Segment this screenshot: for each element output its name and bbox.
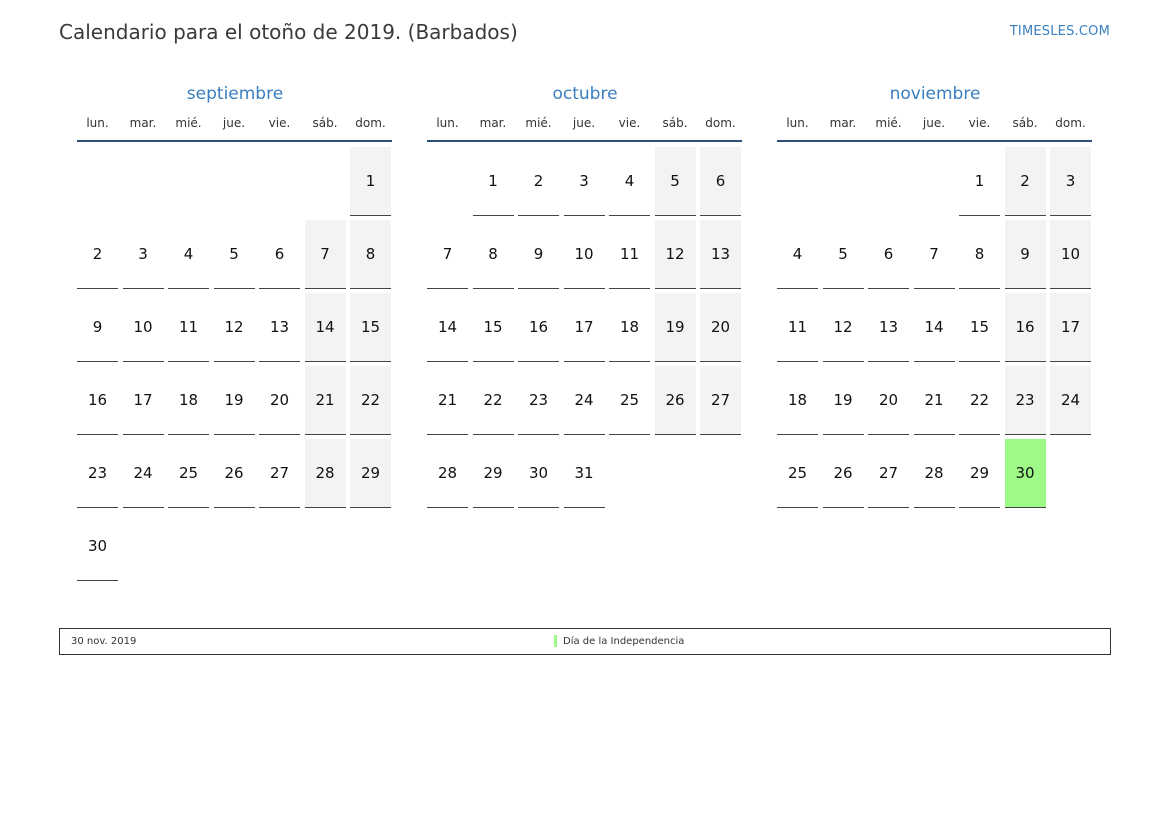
empty-cell bbox=[823, 147, 864, 216]
day-cell[interactable]: 7 bbox=[305, 220, 346, 289]
day-cell[interactable]: 19 bbox=[655, 293, 696, 362]
day-cell[interactable]: 15 bbox=[350, 293, 391, 362]
weekday-label: vie. bbox=[618, 116, 641, 130]
empty-cell bbox=[259, 512, 300, 581]
day-cell[interactable]: 8 bbox=[959, 220, 1000, 289]
month-title: septiembre bbox=[186, 84, 284, 104]
empty-cell bbox=[214, 147, 255, 216]
weekday-label: lun. bbox=[86, 116, 109, 130]
day-cell[interactable]: 23 bbox=[518, 366, 559, 435]
day-cell[interactable]: 29 bbox=[350, 439, 391, 508]
day-cell[interactable]: 5 bbox=[214, 220, 255, 289]
weekday-label: dom. bbox=[355, 116, 386, 130]
day-cell[interactable]: 14 bbox=[427, 293, 468, 362]
weekday-label: lun. bbox=[436, 116, 459, 130]
weekday-label: vie. bbox=[968, 116, 991, 130]
weekday-label: mar. bbox=[829, 116, 857, 130]
month-title: octubre bbox=[552, 84, 618, 104]
weekday-label: lun. bbox=[786, 116, 809, 130]
empty-cell bbox=[168, 512, 209, 581]
day-cell[interactable]: 11 bbox=[609, 220, 650, 289]
day-cell[interactable]: 3 bbox=[564, 147, 605, 216]
site-link[interactable]: TIMESLES.COM bbox=[1009, 24, 1110, 39]
day-cell[interactable]: 28 bbox=[427, 439, 468, 508]
day-cell[interactable]: 27 bbox=[868, 439, 909, 508]
day-cell[interactable]: 2 bbox=[1005, 147, 1046, 216]
day-cell[interactable]: 18 bbox=[168, 366, 209, 435]
day-cell[interactable]: 21 bbox=[305, 366, 346, 435]
day-cell[interactable]: 9 bbox=[518, 220, 559, 289]
legend-holiday-name: Día de la Independencia bbox=[563, 636, 685, 647]
empty-cell bbox=[427, 147, 468, 216]
day-cell[interactable]: 29 bbox=[473, 439, 514, 508]
empty-cell bbox=[609, 439, 650, 508]
day-cell[interactable]: 21 bbox=[914, 366, 955, 435]
empty-cell bbox=[123, 512, 164, 581]
empty-cell bbox=[259, 147, 300, 216]
holiday-day-cell[interactable]: 30 bbox=[1005, 439, 1046, 508]
day-cell[interactable]: 6 bbox=[868, 220, 909, 289]
empty-cell bbox=[914, 147, 955, 216]
day-cell[interactable]: 29 bbox=[959, 439, 1000, 508]
day-cell[interactable]: 13 bbox=[700, 220, 741, 289]
day-cell[interactable]: 4 bbox=[777, 220, 818, 289]
day-cell[interactable]: 18 bbox=[777, 366, 818, 435]
day-cell[interactable]: 9 bbox=[1005, 220, 1046, 289]
weekday-label: mar. bbox=[479, 116, 507, 130]
day-cell[interactable]: 4 bbox=[168, 220, 209, 289]
empty-cell bbox=[700, 439, 741, 508]
day-cell[interactable]: 16 bbox=[1005, 293, 1046, 362]
month-september bbox=[77, 82, 393, 581]
weekday-label: sáb. bbox=[312, 116, 338, 130]
day-cell[interactable]: 1 bbox=[350, 147, 391, 216]
day-cell[interactable]: 5 bbox=[823, 220, 864, 289]
day-cell[interactable]: 21 bbox=[427, 366, 468, 435]
day-cell[interactable]: 18 bbox=[609, 293, 650, 362]
weekday-label: dom. bbox=[705, 116, 736, 130]
weekday-label: mié. bbox=[875, 116, 902, 130]
day-cell[interactable]: 8 bbox=[350, 220, 391, 289]
month-october bbox=[427, 82, 743, 508]
weekday-label: jue. bbox=[922, 116, 946, 130]
legend-date: 30 nov. 2019 bbox=[71, 636, 137, 647]
weekday-header bbox=[427, 106, 742, 142]
day-cell[interactable]: 25 bbox=[777, 439, 818, 508]
day-cell[interactable]: 12 bbox=[655, 220, 696, 289]
day-cell[interactable]: 20 bbox=[700, 293, 741, 362]
weekday-label: jue. bbox=[572, 116, 596, 130]
empty-cell bbox=[123, 147, 164, 216]
day-cell[interactable]: 12 bbox=[214, 293, 255, 362]
weekday-header bbox=[77, 106, 392, 142]
day-cell[interactable]: 7 bbox=[427, 220, 468, 289]
month-title: noviembre bbox=[889, 84, 981, 104]
day-cell[interactable]: 4 bbox=[609, 147, 650, 216]
weekday-label: vie. bbox=[268, 116, 291, 130]
day-cell[interactable]: 22 bbox=[473, 366, 514, 435]
empty-cell bbox=[777, 147, 818, 216]
day-cell[interactable]: 2 bbox=[518, 147, 559, 216]
day-cell[interactable]: 30 bbox=[518, 439, 559, 508]
day-grid bbox=[777, 147, 1093, 508]
day-cell[interactable]: 17 bbox=[564, 293, 605, 362]
day-cell[interactable]: 8 bbox=[473, 220, 514, 289]
page-title: Calendario para el otoño de 2019. (Barbados) bbox=[59, 20, 518, 44]
day-cell[interactable]: 19 bbox=[823, 366, 864, 435]
empty-cell bbox=[305, 147, 346, 216]
day-cell[interactable]: 5 bbox=[655, 147, 696, 216]
day-cell[interactable]: 6 bbox=[700, 147, 741, 216]
day-cell[interactable]: 3 bbox=[123, 220, 164, 289]
empty-cell bbox=[868, 147, 909, 216]
day-cell[interactable]: 25 bbox=[609, 366, 650, 435]
day-cell[interactable]: 26 bbox=[655, 366, 696, 435]
day-cell[interactable]: 16 bbox=[77, 366, 118, 435]
day-cell[interactable]: 10 bbox=[1050, 220, 1091, 289]
day-cell[interactable]: 25 bbox=[168, 439, 209, 508]
day-cell[interactable]: 24 bbox=[564, 366, 605, 435]
day-cell[interactable]: 13 bbox=[868, 293, 909, 362]
day-cell[interactable]: 12 bbox=[823, 293, 864, 362]
month-november bbox=[777, 82, 1093, 508]
weekday-label: sáb. bbox=[662, 116, 688, 130]
day-cell[interactable]: 10 bbox=[123, 293, 164, 362]
day-grid bbox=[77, 147, 393, 581]
day-cell[interactable]: 19 bbox=[214, 366, 255, 435]
day-cell[interactable]: 17 bbox=[1050, 293, 1091, 362]
day-cell[interactable]: 31 bbox=[564, 439, 605, 508]
empty-cell bbox=[655, 439, 696, 508]
day-cell[interactable]: 1 bbox=[959, 147, 1000, 216]
day-cell[interactable]: 24 bbox=[123, 439, 164, 508]
weekday-label: mié. bbox=[175, 116, 202, 130]
day-grid bbox=[427, 147, 743, 508]
day-cell[interactable]: 22 bbox=[350, 366, 391, 435]
day-cell[interactable]: 14 bbox=[914, 293, 955, 362]
day-cell[interactable]: 23 bbox=[77, 439, 118, 508]
weekday-label: mié. bbox=[525, 116, 552, 130]
holiday-legend bbox=[59, 628, 1111, 655]
day-cell[interactable]: 14 bbox=[305, 293, 346, 362]
day-cell[interactable]: 26 bbox=[823, 439, 864, 508]
day-cell[interactable]: 27 bbox=[700, 366, 741, 435]
empty-cell bbox=[77, 147, 118, 216]
holiday-color-swatch bbox=[554, 635, 557, 647]
empty-cell bbox=[214, 512, 255, 581]
day-cell[interactable]: 24 bbox=[1050, 366, 1091, 435]
day-cell[interactable]: 9 bbox=[77, 293, 118, 362]
day-cell[interactable]: 15 bbox=[473, 293, 514, 362]
day-cell[interactable]: 15 bbox=[959, 293, 1000, 362]
day-cell[interactable]: 6 bbox=[259, 220, 300, 289]
day-cell[interactable]: 28 bbox=[305, 439, 346, 508]
weekday-label: jue. bbox=[222, 116, 246, 130]
day-cell[interactable]: 23 bbox=[1005, 366, 1046, 435]
day-cell[interactable]: 20 bbox=[868, 366, 909, 435]
day-cell[interactable]: 20 bbox=[259, 366, 300, 435]
day-cell[interactable]: 11 bbox=[168, 293, 209, 362]
day-cell[interactable]: 30 bbox=[77, 512, 118, 581]
day-cell[interactable]: 27 bbox=[259, 439, 300, 508]
day-cell[interactable]: 3 bbox=[1050, 147, 1091, 216]
weekday-label: dom. bbox=[1055, 116, 1086, 130]
empty-cell bbox=[1050, 439, 1091, 508]
day-cell[interactable]: 11 bbox=[777, 293, 818, 362]
day-cell[interactable]: 2 bbox=[77, 220, 118, 289]
empty-cell bbox=[350, 512, 391, 581]
weekday-header bbox=[777, 106, 1092, 142]
weekday-label: sáb. bbox=[1012, 116, 1038, 130]
day-cell[interactable]: 7 bbox=[914, 220, 955, 289]
day-cell[interactable]: 1 bbox=[473, 147, 514, 216]
day-cell[interactable]: 17 bbox=[123, 366, 164, 435]
empty-cell bbox=[305, 512, 346, 581]
day-cell[interactable]: 16 bbox=[518, 293, 559, 362]
day-cell[interactable]: 22 bbox=[959, 366, 1000, 435]
day-cell[interactable]: 26 bbox=[214, 439, 255, 508]
weekday-label: mar. bbox=[129, 116, 157, 130]
empty-cell bbox=[168, 147, 209, 216]
day-cell[interactable]: 28 bbox=[914, 439, 955, 508]
day-cell[interactable]: 13 bbox=[259, 293, 300, 362]
day-cell[interactable]: 10 bbox=[564, 220, 605, 289]
